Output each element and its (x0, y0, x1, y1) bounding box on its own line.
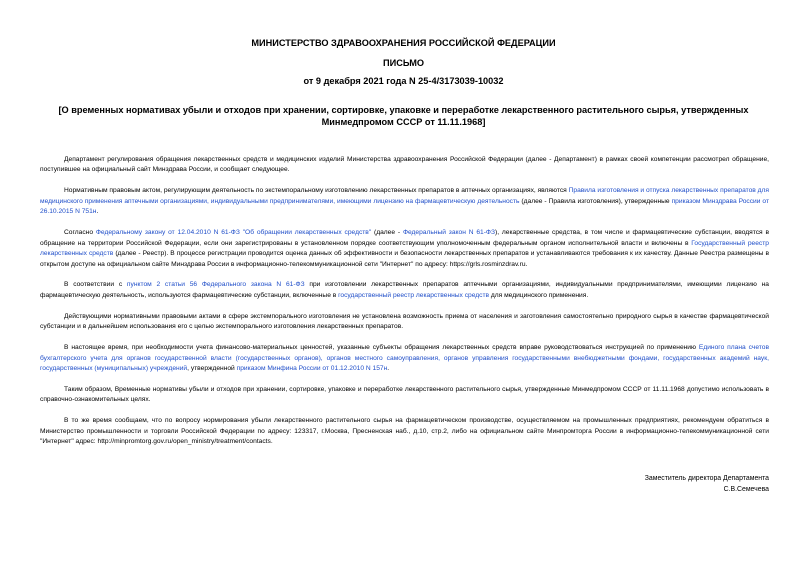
document-link[interactable]: Единого плана счетов бухгалтерского учета для органов государственной власти (государственных органов), органов местного самоуправления, органов управления государственными внебюджетными фондами, государственных академий наук, государственных (муниципальных) учреждений (40, 344, 769, 372)
signature-block (645, 473, 769, 495)
body-paragraph (40, 385, 769, 406)
document-type: ПИСЬМО (382, 58, 425, 68)
body-paragraph (40, 228, 769, 270)
body-paragraph (40, 186, 769, 217)
document-link[interactable]: пунктом 2 статьи 56 Федерального закона N 61-ФЗ (126, 281, 305, 289)
paragraph-text: Таким образом, Временные нормативы убыли и отходов при хранении, сортировке, упаковке и переработке лекарственного растительного сырья, утвержденные Минмедпромом СССР от 11.11.1968 допустимо использовать в справочно-ознакомительных целях. (40, 385, 769, 404)
paragraph-text: В соответствии с (64, 281, 127, 289)
paragraph-text: (далее - Правила изготовления), утвержденные (519, 197, 672, 205)
paragraph-text: при изготовлении лекарственных препаратов аптечными организациями, индивидуальными предпринимателями, имеющими лицензию на фармацевтическую деятельность, используются фармацевтические субстанции, включенные в (40, 281, 769, 299)
body-paragraph (40, 312, 769, 333)
paragraph-text: (далее - Реестр). В процессе регистрации проводится оценка данных об эффективности и безопасности лекарственных препаратов и устанавливаются требования к их качеству. Данные Реестра размещены в открытом доступе на официальном сайте Минздрава России в информационно-телекоммуникационной сети "Интернет" по адресу: https://grls.rosminzdrav.ru. (40, 250, 769, 268)
document-link[interactable]: государственный реестр лекарственных средств (338, 291, 490, 299)
body-paragraph (40, 155, 769, 176)
body-paragraph (40, 280, 769, 301)
document-subject: [О временных нормативах убыли и отходов при хранении, сортировке, упаковке и переработке лекарственного растительного сырья, утвержденных Минмедпромом СССР от 11.11.1968] (58, 105, 749, 127)
document-link[interactable]: Федеральному закону от 12.04.2010 N 61-ФЗ "Об обращении лекарственных средств" (95, 229, 372, 237)
document-body (40, 155, 769, 458)
document-link[interactable]: приказом Минфина России от 01.12.2010 N 157н (236, 364, 388, 372)
paragraph-text: для медицинского применения. (489, 291, 589, 299)
signatory-position: Заместитель директора Департамента (644, 475, 769, 482)
body-paragraph (40, 343, 769, 374)
paragraph-text: . (387, 364, 390, 372)
document-link[interactable]: Федеральный закон N 61-ФЗ (402, 229, 495, 237)
body-paragraph (40, 416, 769, 447)
document-link[interactable]: приказом Минздрава России от 26.10.2015 N 751н (40, 197, 769, 216)
document-link[interactable]: Государственный реестр лекарственных средств (40, 239, 769, 258)
paragraph-text: Согласно (64, 229, 96, 237)
paragraph-text: Действующими нормативными правовыми актами в сфере экстемпорального изготовления не установлена возможность приема от населения и заготовления самостоятельно природного сырья в качестве фармацевтической субстанции и в дальнейшем использования его с целью экстемпорального изготовления лекарственных препаратов. (40, 312, 769, 331)
paragraph-text: В настоящее время, при необходимости учета финансово-материальных ценностей, указанные субъекты обращения лекарственных средств вправе руководствоваться инструкцией по применению (64, 344, 699, 352)
document-link[interactable]: Правила изготовления и отпуска лекарственных препаратов для медицинского применения аптечными организациями, индивидуальными предпринимателями, имеющими лицензию на фармацевтическую деятельность (40, 187, 769, 205)
paragraph-text: (далее - (371, 229, 403, 237)
paragraph-text: , утвержденной (187, 364, 237, 372)
paragraph-text: ), лекарственные средства, в том числе и фармацевтические субстанции, вводятся в обращение на территории Российской Федерации, если они зарегистрированы в установленном порядке соответствующим уполномоченным федеральным органом исполнительной власти и включены в (40, 229, 769, 247)
signatory-name: С.В.Семечева (723, 486, 769, 493)
paragraph-text: В то же время сообщаем, что по вопросу нормирования убыли лекарственного растительного сырья на фармацевтическом производстве, осуществляемом на промышленных предприятиях, рекомендуем обратиться в Министерство промышленности и торговли Российской Федерации по адресу: 123317, г.Москва, Пресненская наб., д.10, стр.2, либо на официальном сайте Минпромторга России в информационно-телекоммуникационной сети "Интернет" адрес: http://minpromtorg.gov.ru/open_ministry/treatment/contacts. (40, 417, 769, 446)
document-date: от 9 декабря 2021 года N 25-4/3173039-10032 (303, 76, 504, 86)
paragraph-text: . (96, 208, 99, 216)
paragraph-text: Департамент регулирования обращения лекарственных средств и медицинских изделий Министерства здравоохранения Российской Федерации (далее - Департамент) в рамках своей компетенции рассмотрел обращение, поступившее на официальный сайт Минздрава России, и сообщает следующее. (40, 156, 769, 174)
paragraph-text: Нормативным правовым актом, регулирующим деятельность по экстемпоральному изготовлению лекарственных препаратов в аптечных организациях, являются (64, 187, 569, 195)
ministry-title: МИНИСТЕРСТВО ЗДРАВООХРАНЕНИЯ РОССИЙСКОЙ ФЕДЕРАЦИИ (251, 38, 556, 48)
